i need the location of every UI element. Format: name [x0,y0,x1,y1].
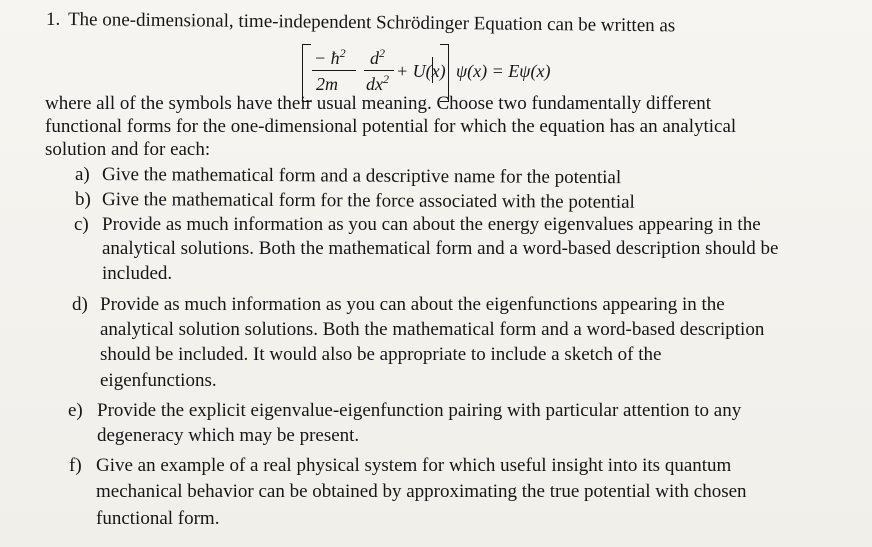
part-e-line-1: Provide the explicit eigenvalue-eigenfunction pairing with particular attention to any [97,400,742,421]
part-d-line-4: eigenfunctions. [100,370,217,391]
part-a-label: a) [75,164,90,185]
part-d-line-3: should be included. It would also be appropriate to include a sketch of the [100,344,662,365]
denominator-dx: $dx^2$ [366,72,389,94]
part-c-line-1: Provide as much information as you can about the energy eigenvalues appearing in the [102,214,761,235]
part-d-line-1: Provide as much information as you can about the eigenfunctions appearing in the [100,294,725,315]
fraction-line-left [312,70,356,71]
part-f-line-1: Give an example of a real physical system for which useful insight into its quantum [96,455,732,476]
equation-rhs: ψ(x) = Eψ(x) [456,61,551,81]
part-b-label: b) [75,189,91,210]
question-intro: The one-dimensional, time-independent Schrödinger Equation can be written as [67,9,676,37]
potential-term: + U(x) [396,61,446,81]
part-c-label: c) [74,214,89,235]
part-a-line-1: Give the mathematical form and a descriptive name for the potential [101,164,622,189]
part-c-line-3: included. [102,263,173,284]
part-f-label: f) [69,455,82,476]
body-line-3: solution and for each: [45,139,211,160]
part-e-label: e) [68,400,83,421]
body-line-1: where all of the symbols have their usual meaning. Choose two fundamentally different [45,93,712,114]
body-line-2: functional forms for the one-dimensional potential for which the equation has an analytical [45,116,737,137]
part-b-line-1: Give the mathematical form for the force associated with the potential [101,189,635,213]
part-d-label: d) [72,294,88,315]
part-d-line-2: analytical solution solutions. Both the mathematical form and a word-based description [100,319,765,340]
numerator-d: $d^2$ [370,46,385,68]
part-c-line-2: analytical solutions. Both the mathematical form and a word-based description should be [102,238,779,259]
numerator-hbar: − $ħ^2$ [314,46,346,68]
denominator-2m: 2m [316,74,338,94]
part-f-line-3: functional form. [96,508,220,529]
question-number: 1. [46,9,61,30]
part-f-line-2: mechanical behavior can be obtained by approximating the true potential with chosen [96,481,747,502]
fraction-line-right [364,70,394,71]
part-e-line-2: degeneracy which may be present. [97,425,360,446]
potential-bar-left [432,57,433,83]
